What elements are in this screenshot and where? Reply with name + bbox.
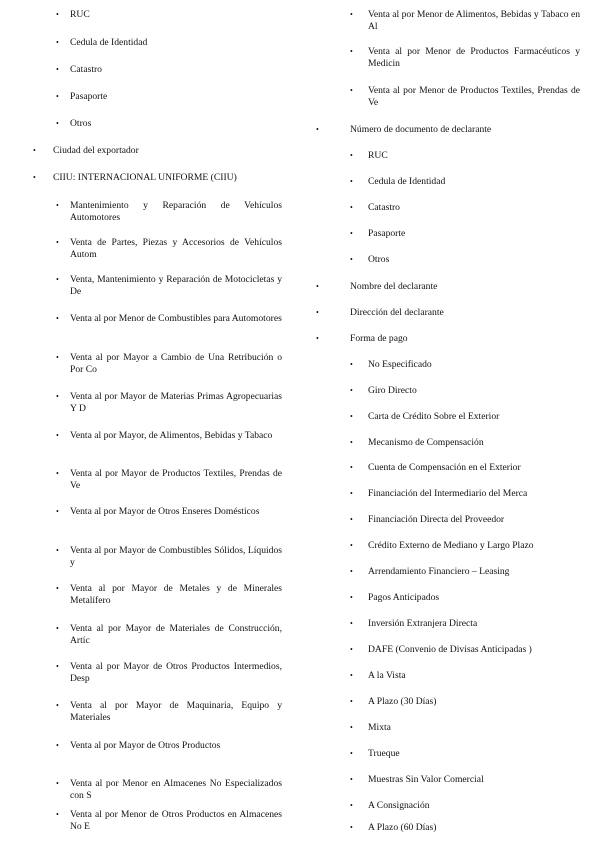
sublist-item-label: Venta al por Mayor de Productos Textiles, Prendas de Ve bbox=[70, 468, 282, 491]
sublist-item-label: Muestras Sin Valor Comercial bbox=[368, 774, 484, 785]
sublist-item-label: Catastro bbox=[70, 64, 102, 75]
bullet-icon: • bbox=[56, 741, 59, 750]
bullet-icon: • bbox=[350, 151, 353, 160]
bullet-icon: • bbox=[350, 723, 353, 732]
bullet-icon: • bbox=[56, 353, 59, 362]
bullet-icon: • bbox=[350, 801, 353, 810]
list-item-label: Nombre del declarante bbox=[350, 281, 438, 292]
bullet-icon: • bbox=[350, 438, 353, 447]
bullet-icon: • bbox=[350, 541, 353, 550]
bullet-icon: • bbox=[350, 463, 353, 472]
sublist-item-label: Carta de Crédito Sobre el Exterior bbox=[368, 411, 500, 422]
sublist-item-label: Cedula de Identidad bbox=[70, 37, 148, 48]
sublist-item-label: Venta al por Mayor de Combustibles Sólidos, Líquidos y bbox=[70, 545, 282, 568]
sublist-item-label: Venta al por Menor de Alimentos, Bebidas y Tabaco en Al bbox=[368, 9, 580, 32]
sublist-item-label: DAFE (Convenio de Divisas Anticipadas ) bbox=[368, 644, 532, 655]
sublist-item-label: Venta al por Menor de Productos Textiles, Prendas de Ve bbox=[368, 85, 580, 108]
bullet-icon: • bbox=[350, 697, 353, 706]
bullet-icon: • bbox=[350, 619, 353, 628]
sublist-item-label: Venta, Mantenimiento y Reparación de Motocicletas y De bbox=[70, 274, 282, 297]
list-item-label: Número de documento de declarante bbox=[350, 124, 492, 135]
bullet-icon: • bbox=[350, 515, 353, 524]
sublist-item-label: Mecanismo de Compensación bbox=[368, 437, 484, 448]
bullet-icon: • bbox=[56, 10, 59, 19]
sublist-item-label: Financiación Directa del Proveedor bbox=[368, 514, 505, 525]
sublist-item-label: RUC bbox=[70, 9, 90, 20]
sublist-item-label: Pagos Anticipados bbox=[368, 592, 440, 603]
bullet-icon: • bbox=[350, 10, 353, 19]
sublist-item-label: Otros bbox=[368, 254, 390, 265]
sublist-item-label: Venta al por Mayor de Maquinaria, Equipo y Materiales bbox=[70, 700, 282, 723]
bullet-icon: • bbox=[350, 203, 353, 212]
sublist-item-label: Catastro bbox=[368, 202, 400, 213]
bullet-icon: • bbox=[56, 584, 59, 593]
bullet-icon: • bbox=[56, 275, 59, 284]
sublist-item-label: Arrendamiento Financiero – Leasing bbox=[368, 566, 510, 577]
bullet-icon: • bbox=[56, 662, 59, 671]
bullet-icon: • bbox=[56, 701, 59, 710]
list-item-label: Dirección del declarante bbox=[350, 307, 444, 318]
bullet-icon: • bbox=[56, 507, 59, 516]
bullet-icon: • bbox=[350, 489, 353, 498]
bullet-icon: • bbox=[33, 173, 36, 182]
bullet-icon: • bbox=[350, 671, 353, 680]
bullet-icon: • bbox=[33, 146, 36, 155]
sublist-item-label: Inversión Extranjera Directa bbox=[368, 618, 478, 629]
sublist-item-label: Cuenta de Compensación en el Exterior bbox=[368, 462, 521, 473]
bullet-icon: • bbox=[56, 469, 59, 478]
bullet-icon: • bbox=[56, 779, 59, 788]
bullet-icon: • bbox=[56, 392, 59, 401]
bullet-icon: • bbox=[56, 314, 59, 323]
bullet-icon: • bbox=[350, 749, 353, 758]
bullet-icon: • bbox=[56, 201, 59, 210]
bullet-icon: • bbox=[56, 624, 59, 633]
sublist-item-label: Venta al por Mayor de Otros Enseres Domésticos bbox=[70, 506, 260, 517]
sublist-item-label: Venta al por Mayor de Otros Productos Intermedios, Desp bbox=[70, 661, 282, 684]
sublist-item-label: Crédito Externo de Mediano y Largo Plazo bbox=[368, 540, 534, 551]
sublist-item-label: Venta de Partes, Piezas y Accesorios de Vehículos Autom bbox=[70, 237, 282, 260]
bullet-icon: • bbox=[350, 386, 353, 395]
sublist-item-label: A Plazo (60 Días) bbox=[368, 822, 437, 833]
sublist-item-label: Trueque bbox=[368, 748, 400, 759]
sublist-item-label: Venta al por Mayor de Materias Primas Agropecuarias Y D bbox=[70, 391, 282, 414]
sublist-item-label: Mixta bbox=[368, 722, 391, 733]
list-item-label: CIIU: INTERNACIONAL UNIFORME (CIIU) bbox=[53, 172, 237, 183]
bullet-icon: • bbox=[350, 645, 353, 654]
sublist-item-label: Venta al por Mayor, de Alimentos, Bebidas y Tabaco bbox=[70, 430, 273, 441]
sublist-item-label: Venta al por Mayor de Otros Productos bbox=[70, 740, 221, 751]
bullet-icon: • bbox=[350, 567, 353, 576]
bullet-icon: • bbox=[56, 65, 59, 74]
list-item-label: Ciudad del exportador bbox=[53, 145, 139, 156]
bullet-icon: • bbox=[316, 308, 319, 317]
bullet-icon: • bbox=[350, 229, 353, 238]
bullet-icon: • bbox=[350, 360, 353, 369]
sublist-item-label: Venta al por Menor de Productos Farmacéuticos y Medicin bbox=[368, 46, 580, 69]
bullet-icon: • bbox=[316, 334, 319, 343]
sublist-item-label: A Plazo (30 Días) bbox=[368, 696, 437, 707]
bullet-icon: • bbox=[350, 775, 353, 784]
bullet-icon: • bbox=[56, 119, 59, 128]
sublist-item-label: Pasaporte bbox=[368, 228, 406, 239]
bullet-icon: • bbox=[350, 177, 353, 186]
sublist-item-label: A la Vista bbox=[368, 670, 406, 681]
sublist-item-label: Giro Directo bbox=[368, 385, 417, 396]
bullet-icon: • bbox=[56, 810, 59, 819]
bullet-icon: • bbox=[350, 593, 353, 602]
bullet-icon: • bbox=[350, 47, 353, 56]
sublist-item-label: Venta al por Mayor de Metales y de Minerales Metalífero bbox=[70, 583, 282, 606]
bullet-icon: • bbox=[350, 255, 353, 264]
sublist-item-label: Venta al por Mayor de Materiales de Construcción, Artíc bbox=[70, 623, 282, 646]
sublist-item-label: Venta al por Menor de Otros Productos en Almacenes No E bbox=[70, 809, 282, 832]
sublist-item-label: Pasaporte bbox=[70, 91, 108, 102]
sublist-item-label: No Especificado bbox=[368, 359, 432, 370]
sublist-item-label: Venta al por Menor en Almacenes No Especializados con S bbox=[70, 778, 282, 801]
bullet-icon: • bbox=[350, 412, 353, 421]
bullet-icon: • bbox=[316, 125, 319, 134]
sublist-item-label: Venta al por Mayor a Cambio de Una Retribución o Por Co bbox=[70, 352, 282, 375]
bullet-icon: • bbox=[56, 38, 59, 47]
list-item-label: Forma de pago bbox=[350, 333, 408, 344]
sublist-item-label: RUC bbox=[368, 150, 388, 161]
bullet-icon: • bbox=[350, 823, 353, 832]
sublist-item-label: Otros bbox=[70, 118, 92, 129]
sublist-item-label: Venta al por Menor de Combustibles para Automotores bbox=[70, 313, 282, 324]
bullet-icon: • bbox=[316, 282, 319, 291]
sublist-item-label: A Consignación bbox=[368, 800, 430, 811]
bullet-icon: • bbox=[56, 431, 59, 440]
bullet-icon: • bbox=[350, 86, 353, 95]
bullet-icon: • bbox=[56, 546, 59, 555]
sublist-item-label: Mantenimiento y Reparación de Vehículos Automotores bbox=[70, 200, 282, 223]
sublist-item-label: Cedula de Identidad bbox=[368, 176, 446, 187]
bullet-icon: • bbox=[56, 238, 59, 247]
sublist-item-label: Financiación del Intermediario del Merca bbox=[368, 488, 528, 499]
bullet-icon: • bbox=[56, 92, 59, 101]
